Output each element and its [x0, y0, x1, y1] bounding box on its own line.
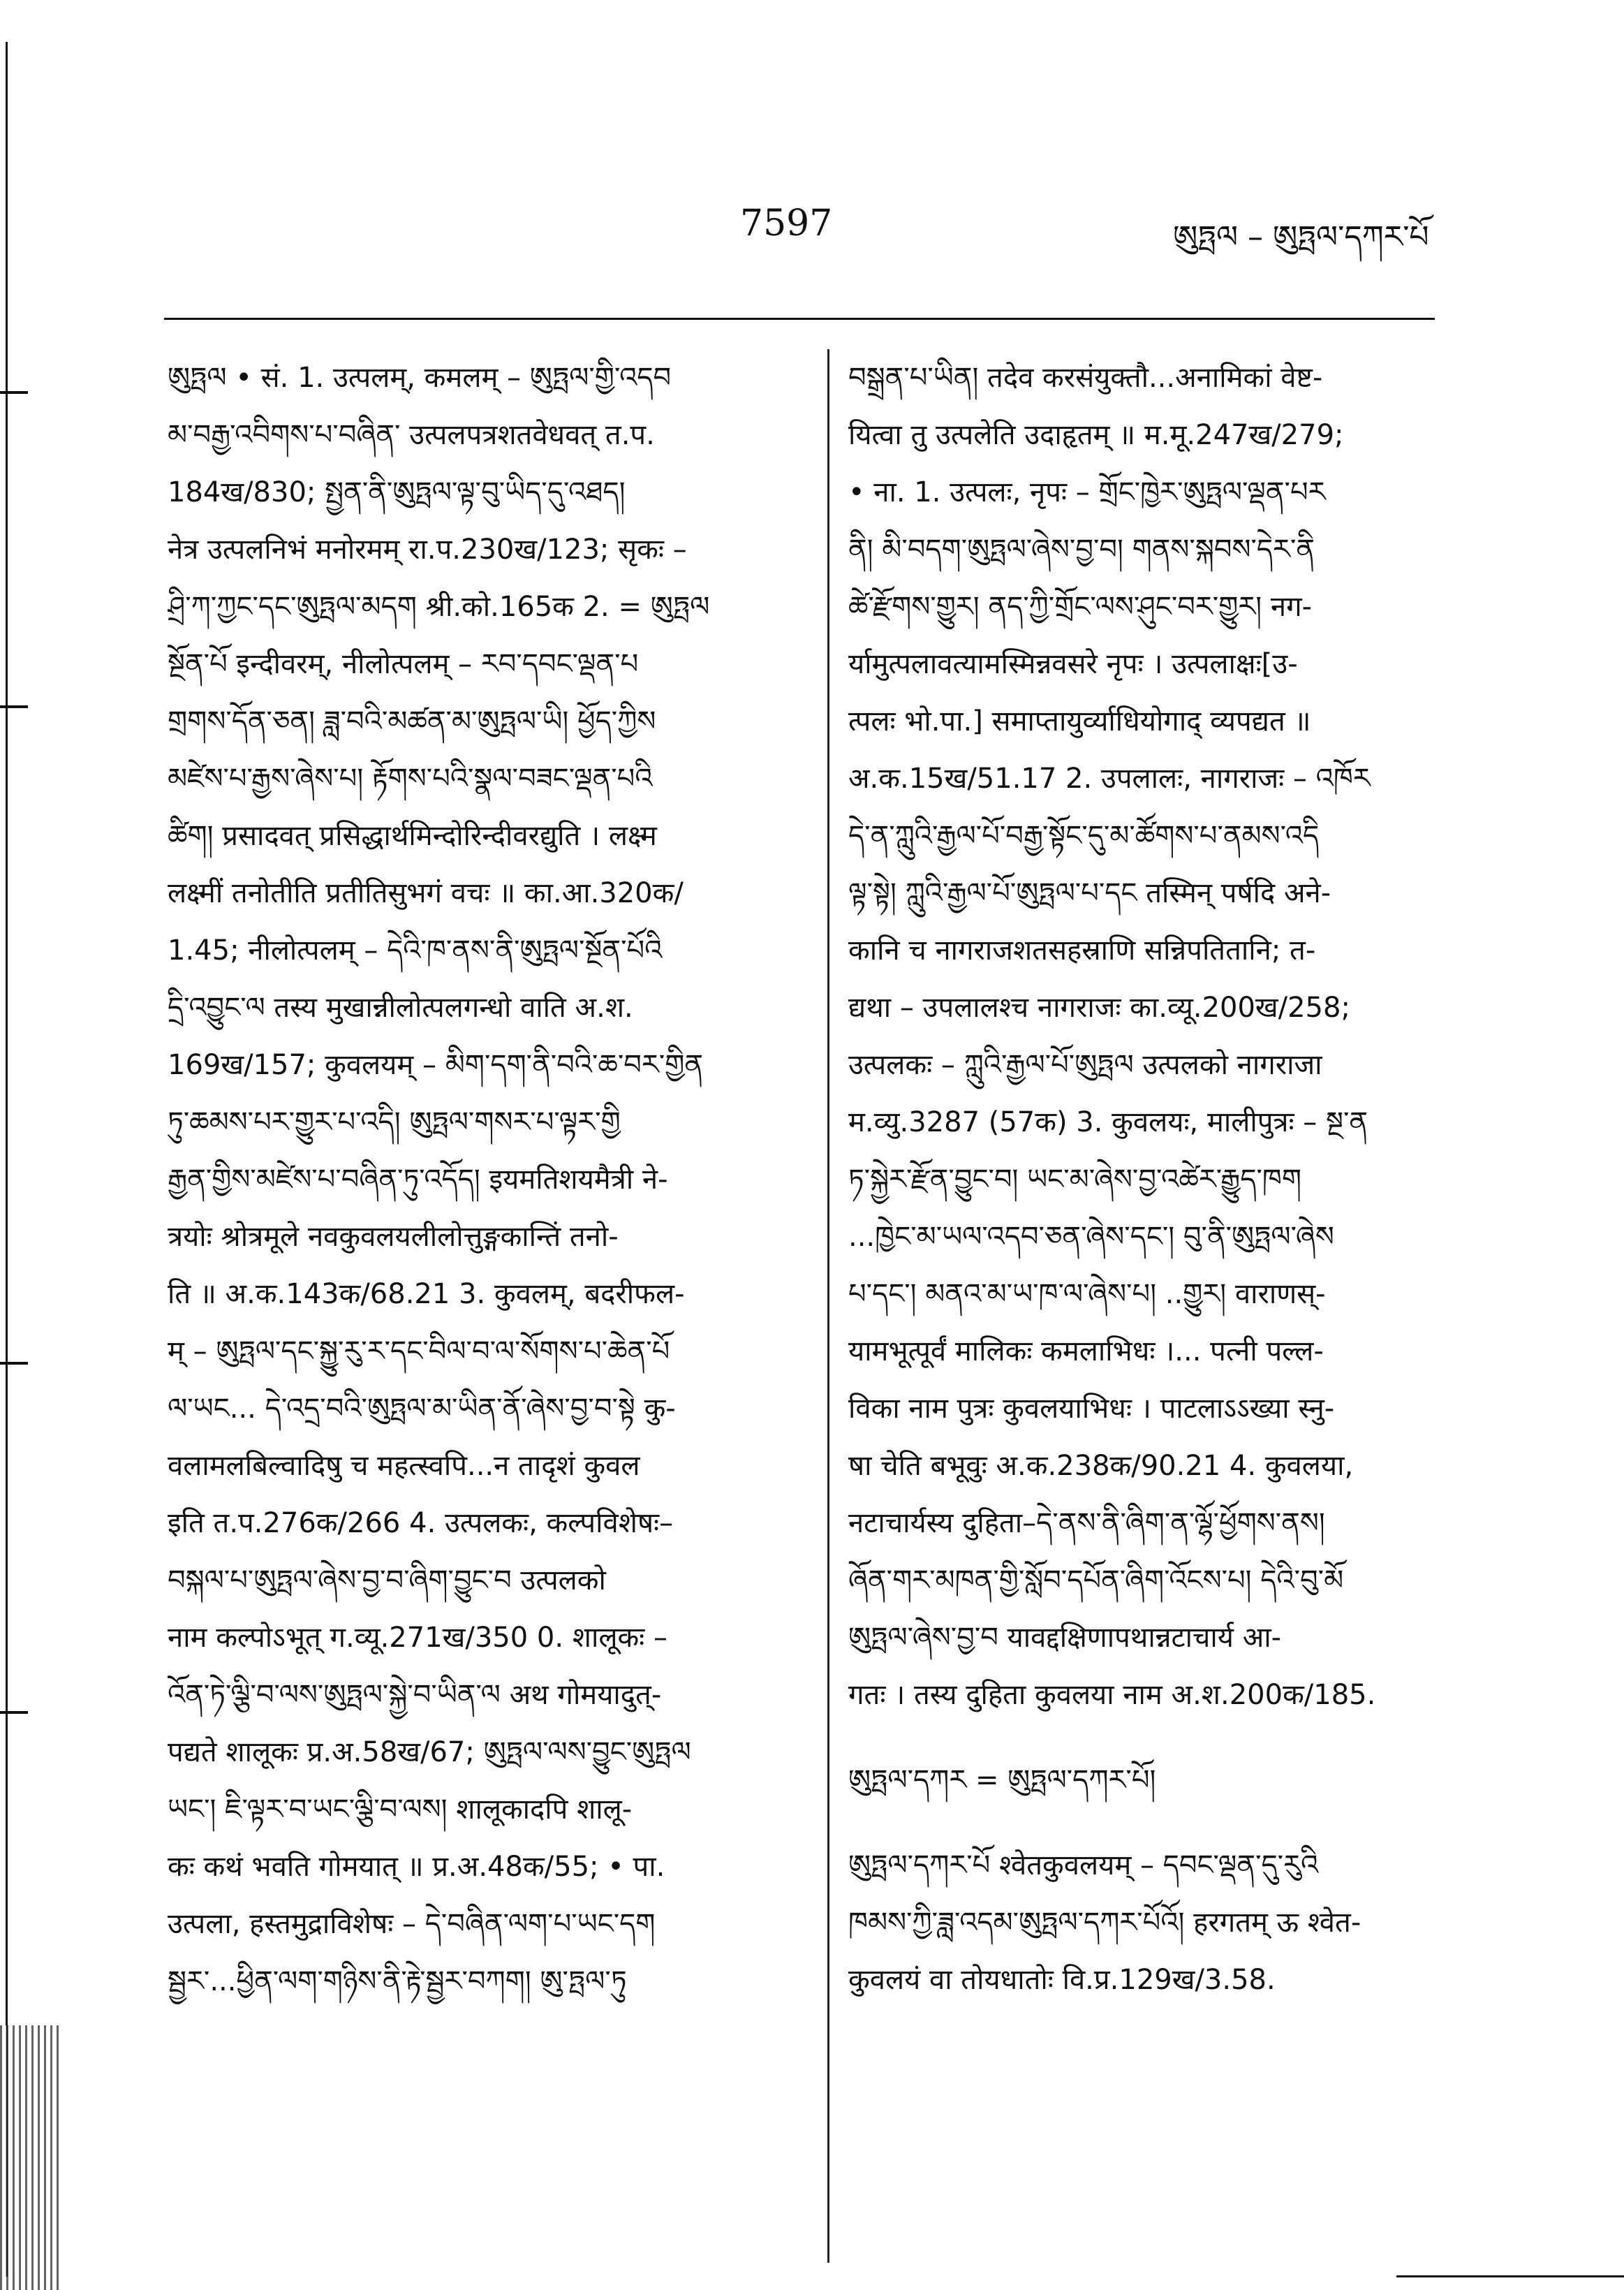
- text-line: नटाचार्यस्य दुहिता–དེ་ནས་ནི་ཞིག་ན་ལྷོ་ཕྱོགས་ནས།: [848, 1507, 1325, 1539]
- text-line: ཚིག། प्रसादवत् प्रसिद्धार्थमिन्दोरिन्दीवरद्युति । लक्ष्म: [168, 820, 657, 852]
- binding-edge-rule: [6, 42, 8, 2277]
- binding-tick-mark: [0, 391, 28, 394]
- text-line: གྲགས་དོན་ཅན། ཟླ་བའི་མཚན་མ་ཨུཏྤལ་ཡི། ཕྱོད་ཀྱིས: [168, 705, 656, 737]
- page-number: 7597: [740, 203, 833, 244]
- text-line: སྦྱར་...ཕྱིན་ལག་གཉིས་ནི་རྟེ་སྦྱར་བཀག། ཨུ་ཏྤལ་ཏུ: [168, 1965, 627, 1997]
- text-line: རྒྱན་གྱིས་མཛེས་པ་བཞིན་ཏུ་འདོད། इयमतिशयमैत्री ने-: [168, 1164, 668, 1196]
- header-rule: [164, 318, 1435, 320]
- text-line: त्रयोः श्रोत्रमूले नवकुवलयलीलोत्तुङ्गकान्तिं तनो-: [168, 1221, 619, 1253]
- text-line: ति ॥ अ.क.143क/68.21 3. कुवलम्, बदरीफल-: [168, 1278, 685, 1310]
- bottom-edge-rule: [1396, 2275, 1624, 2277]
- text-line: ཚེ་རྫོགས་གྱུར། ནད་ཀྱི་གྲོང་ལས་ཤུང་བར་གྱུར། नग-: [848, 591, 1313, 623]
- text-line: • ना. 1. उत्पलः, नृपः – གྲོང་ཁྱེར་ཨུཏྤལ་ལྡན་པར: [848, 476, 1326, 508]
- right-column: [848, 349, 1442, 2009]
- text-line: 184ख/830; སྤྱན་ནི་ཨུཏྤལ་ལྟ་བུ་ཡིད་དུ་འཐད།: [168, 476, 626, 508]
- text-line: इति त.प.276क/266 4. उत्पलकः, कल्पविशेषः–: [168, 1507, 674, 1539]
- text-line: अ.क.15ख/51.17 2. उपलालः, नागराजः – འཁོར: [848, 763, 1371, 795]
- text-line: དྲི་འབྱུང་ལ तस्य मुखान्नीलोत्पलगन्धो वाति अ.श.: [168, 992, 633, 1024]
- text-line: 1.45; नीलोत्पलम् – དེའི་ཁ་ནས་ནི་ཨུཏྤལ་སྔོན་པོའི: [168, 934, 663, 967]
- text-line: ཏ་སྐྱེར་རྫོན་བྱུང་བ། ཡང་མ་ཞེས་བྱ་འཚེར་རྒྱུད་ཁག: [848, 1164, 1302, 1196]
- text-line: ཨུཏྤལ • सं. 1. उत्पलम्, कमलम् – ཨུཏྤལ་གྱི་འདབ: [168, 362, 672, 394]
- text-line: འོན་ཏེ་ལྕི་བ་ལས་ཨུཏྤལ་སྐྱེ་བ་ཡིན་ལ अथ गोमयादुत्-: [168, 1679, 662, 1711]
- text-line: ཁམས་ཀྱི་ཟླ་འདམ་ཨུཏྤལ་དཀར་པོའོ། हरगतम् ऊ श्वेत-: [848, 1907, 1361, 1939]
- text-line: ལ་ཡང... དེ་འདྲ་བའི་ཨུཏྤལ་མ་ཡིན་ནོ་ཞེས་བྱ་བ་སྟེ कु-: [168, 1393, 676, 1425]
- text-line: त्पलः भो.पा.] समाप्तायुर्व्याधियोगाद् व्यपद्यत ॥: [848, 705, 1311, 737]
- text-line: ཨུཏྤལ་ཞེས་བྱ་བ यावद्दक्षिणापथान्नटाचार्य आ-: [848, 1622, 1282, 1654]
- running-head: ཨུཏྤལ – ཨུཏྤལ་དཀར་པོ: [1173, 219, 1429, 255]
- text-line: ལྟ་སྟེ། ཀླུའི་རྒྱལ་པོ་ཨུཏྤལ་པ་དང तस्मिन् पर्षदि अने-: [848, 877, 1331, 909]
- left-column: [168, 349, 810, 2010]
- text-line: ནི། མི་བདག་ཨུཏྤལ་ཞེས་བྱ་བ། གནས་སྐབས་དེར་ནི: [848, 534, 1315, 566]
- text-line: उत्पलकः – ཀླུའི་རྒྱལ་པོ་ཨུཏྤལ उत्पलको नागराजा: [848, 1049, 1322, 1081]
- text-line: नाम कल्पोऽभूत् ग.व्यू.271ख/350 0. शालूकः –: [168, 1622, 667, 1654]
- text-line: 169ख/157; कुवलयम् – མིག་དག་ནི་བའི་ཆ་བར་གྱིན: [168, 1049, 704, 1081]
- binding-tick-mark: [0, 1362, 28, 1365]
- dictionary-entry: ཨུཏྤལ་དཀར་པོ श्वेतकुवलयम् – དབང་ལྡན་དུ་རུའི: [848, 1849, 1319, 1881]
- text-line: यामभूत्पूर्वं मालिकः कमलाभिधः ।... पत्नी पल्ल-: [848, 1335, 1324, 1367]
- text-line: བསྒྲན་པ་ཡིན། तदेव करसंयुक्तौ...अनामिकां वेष्ट-: [848, 362, 1323, 394]
- text-line: ཡང་། ཇི་ལྟར་བ་ཡང་ལྕི་བ་ལས། शालूकादपि शालू-: [168, 1793, 633, 1826]
- entry-spacer: [848, 1724, 1442, 1752]
- text-line: नेत्र उत्पलनिभं मनोरमम् रा.प.230ख/123; सृकः –: [168, 534, 687, 566]
- text-line: उत्पला, हस्तमुद्राविशेषः – དེ་བཞིན་ལག་པ་ཡང་དག: [168, 1908, 656, 1940]
- text-line: དེ་ན་ཀླུའི་རྒྱལ་པོ་བརྒྱ་སྟོང་དུ་མ་ཚོགས་པ་ནམས་འདི: [848, 820, 1320, 852]
- text-line: कः कथं भवति गोमयात् ॥ प्र.अ.48क/55; • पा.: [168, 1851, 665, 1883]
- text-line: ...ཁྱེང་མ་ཡལ་འདབ་ཅན་ཞེས་དང་། བུ་ནི་ཨུཏྤལ་ཞེས: [848, 1221, 1334, 1253]
- text-line: ཞོན་གར་མཁན་གྱི་སློབ་དཔོན་ཞིག་འོངས་པ། དེའི་བུ་མོ: [848, 1564, 1344, 1597]
- text-line: कानि च नागराजशतसहस्राणि सन्निपतितानि; त-: [848, 934, 1316, 967]
- text-line: པ་དང་། མནའ་མ་ཡ་ཁ་ལ་ཞེས་པ། ..གྱུར། वाराणस्-: [848, 1278, 1326, 1310]
- text-line: བསྐལ་པ་ཨུཏྤལ་ཞེས་བྱ་བ་ཞིག་བྱུང་བ उत्पलको: [168, 1564, 606, 1597]
- text-line: མཛེས་པ་རྒྱས་ཞེས་པ། རྟོགས་པའི་སྣལ་བཟང་ལྡན་པའི: [168, 763, 653, 795]
- text-line: म.व्यु.3287 (57क) 3. कुवलयः, मालीपुत्रः – སྔ་ན: [848, 1106, 1368, 1138]
- text-line: लक्ष्मीं तनोतीति प्रतीतिसुभगं वचः ॥ का.आ.320क/: [168, 877, 684, 909]
- text-line: यित्वा तु उत्पलेति उदाहृतम् ॥ म.मू.247ख/279;: [848, 419, 1344, 451]
- text-line: म् – ཨུཏྤལ་དང་སྐྱུ་རུ་ར་དང་བིལ་བ་ལ་སོགས་པ་ཆེན་པོ: [168, 1335, 670, 1367]
- scan-edge-noise: [0, 2025, 63, 2290]
- binding-tick-mark: [0, 705, 28, 708]
- text-line: ཏུ་ཆམས་པར་གྱུར་པ་འདི། ཨུཏྤལ་གསར་པ་ལྟར་གྱི: [168, 1106, 621, 1138]
- text-line: མ་བརྒྱ་འབིགས་པ་བཞིན་ उत्पलपत्रशतवेधवत् त.प.: [168, 419, 655, 451]
- cross-reference-entry: ཨུཏྤལ་དཀར = ཨུཏྤལ་དཀར་པོ།: [848, 1764, 1156, 1796]
- text-line: कुवलयं वा तोयधातोः वि.प्र.129ख/3.58.: [848, 1964, 1276, 1996]
- text-line: द्यथा – उपलालश्च नागराजः का.व्यू.200ख/258;: [848, 992, 1350, 1024]
- text-line: विका नाम पुत्रः कुवलयाभिधः । पाटलाऽऽख्या स्नु-: [848, 1393, 1335, 1425]
- text-line: སྔོན་པོ इन्दीवरम्, नीलोत्पलम् – རབ་དབང་ལྡན་པ: [168, 648, 639, 680]
- text-line: वलामलबिल्वादिषु च महत्स्वपि...न तादृशं कुवल: [168, 1450, 640, 1482]
- text-line: षा चेति बभूवुः अ.क.238क/90.21 4. कुवलया,: [848, 1450, 1354, 1482]
- binding-tick-mark: [0, 1711, 28, 1714]
- column-divider: [827, 349, 829, 2263]
- text-line: ཤྲི་ཀ་ཀྱང་དང་ཨུཏྤལ་མདག श्री.को.165क 2. = ཨུཏྤལ: [168, 591, 710, 623]
- text-line: गतः । तस्य दुहिता कुवलया नाम अ.श.200क/185.: [848, 1679, 1376, 1711]
- text-line: पद्यते शालूकः प्र.अ.58ख/67; ཨུཏྤལ་ལས་བྱུང་ཨུཏྤལ: [168, 1736, 691, 1768]
- text-line: र्यामुत्पलावत्यामस्मिन्नवसरे नृपः । उत्पलाक्षः[उ-: [848, 648, 1298, 680]
- entry-spacer: [848, 1809, 1442, 1837]
